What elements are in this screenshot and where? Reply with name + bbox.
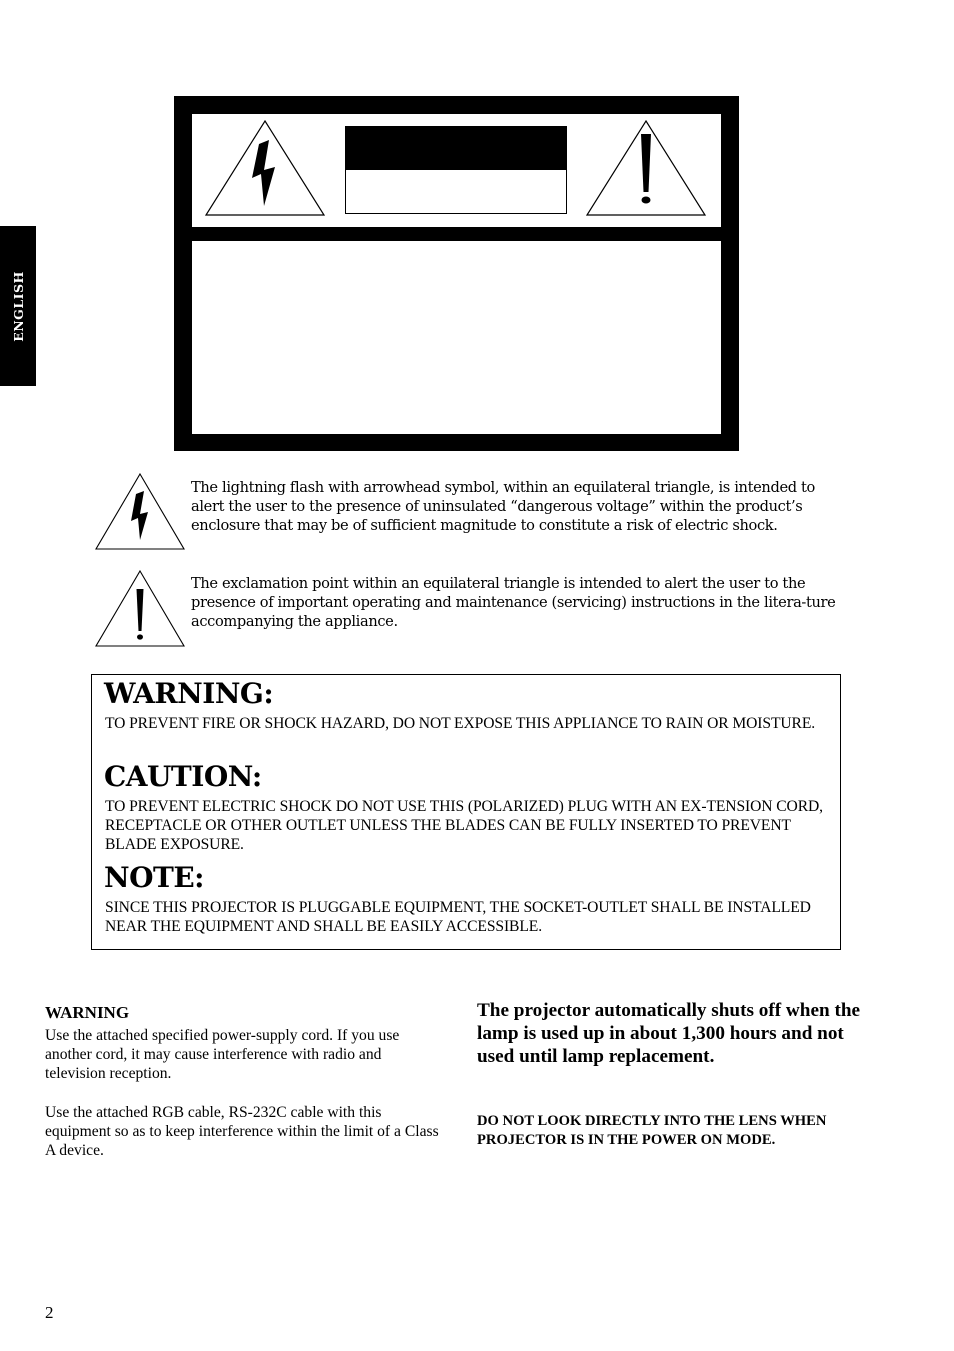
lightning-symbol-description: The lightning flash with arrowhead symbol, within an equilateral triangle, is intended to alert the user to the presence of uninsulated “dangerous voltage” within the product’s enclosure that may be of sufficient magnitude to constitute a risk of electric shock. (191, 479, 815, 535)
note-heading: NOTE: (104, 861, 204, 894)
note-text: SINCE THIS PROJECTOR IS PLUGGABLE EQUIPMENT, THE SOCKET-OUTLET SHALL BE INSTALLED NEAR THE EQUIPMENT AND SHALL BE EASILY ACCESSIBLE. (105, 899, 811, 936)
warning-text: TO PREVENT FIRE OR SHOCK HAZARD, DO NOT EXPOSE THIS APPLIANCE TO RAIN OR MOISTURE. (105, 715, 816, 732)
exclamation-symbol-icon (94, 569, 186, 649)
language-tab-label: ENGLISH (10, 270, 26, 342)
lamp-shutoff-notice: The projector automatically shuts off when the lamp is used up in about 1,300 hours and not used until lamp replacement. (477, 1000, 861, 1068)
caution-label-title-bar (345, 126, 567, 170)
language-tab (0, 226, 36, 386)
cable-warning: Use the attached RGB cable, RS-232C cable with this equipment so as to keep interference within the limit of a Class A device. (45, 1104, 439, 1160)
power-cord-warning: Use the attached specified power-supply cord. If you use another cord, it may cause interference with radio and television reception. (45, 1027, 400, 1083)
lens-warning: DO NOT LOOK DIRECTLY INTO THE LENS WHEN PROJECTOR IS IN THE POWER ON MODE. (477, 1113, 827, 1149)
caution-heading: CAUTION: (104, 760, 262, 793)
lightning-symbol-icon (94, 472, 186, 552)
caution-text: TO PREVENT ELECTRIC SHOCK DO NOT USE THIS (POLARIZED) PLUG WITH AN EX-TENSION CORD, RECEPTACLE OR OTHER OUTLET UNLESS THE BLADES CAN BE FULLY INSERTED TO PREVENT BLADE EXPOSURE. (105, 798, 823, 854)
caution-label-bottom-panel (192, 241, 721, 434)
exclamation-triangle-icon (584, 118, 708, 218)
warning-heading: WARNING: (104, 677, 274, 710)
lightning-triangle-icon (203, 118, 327, 218)
warning-section-title: WARNING (45, 1003, 130, 1022)
exclamation-symbol-description: The exclamation point within an equilateral triangle is intended to alert the user to the presence of important operating and maintenance (servicing) instructions in the litera-ture accompanying the appliance. (191, 575, 836, 631)
page-number: 2 (45, 1303, 54, 1322)
